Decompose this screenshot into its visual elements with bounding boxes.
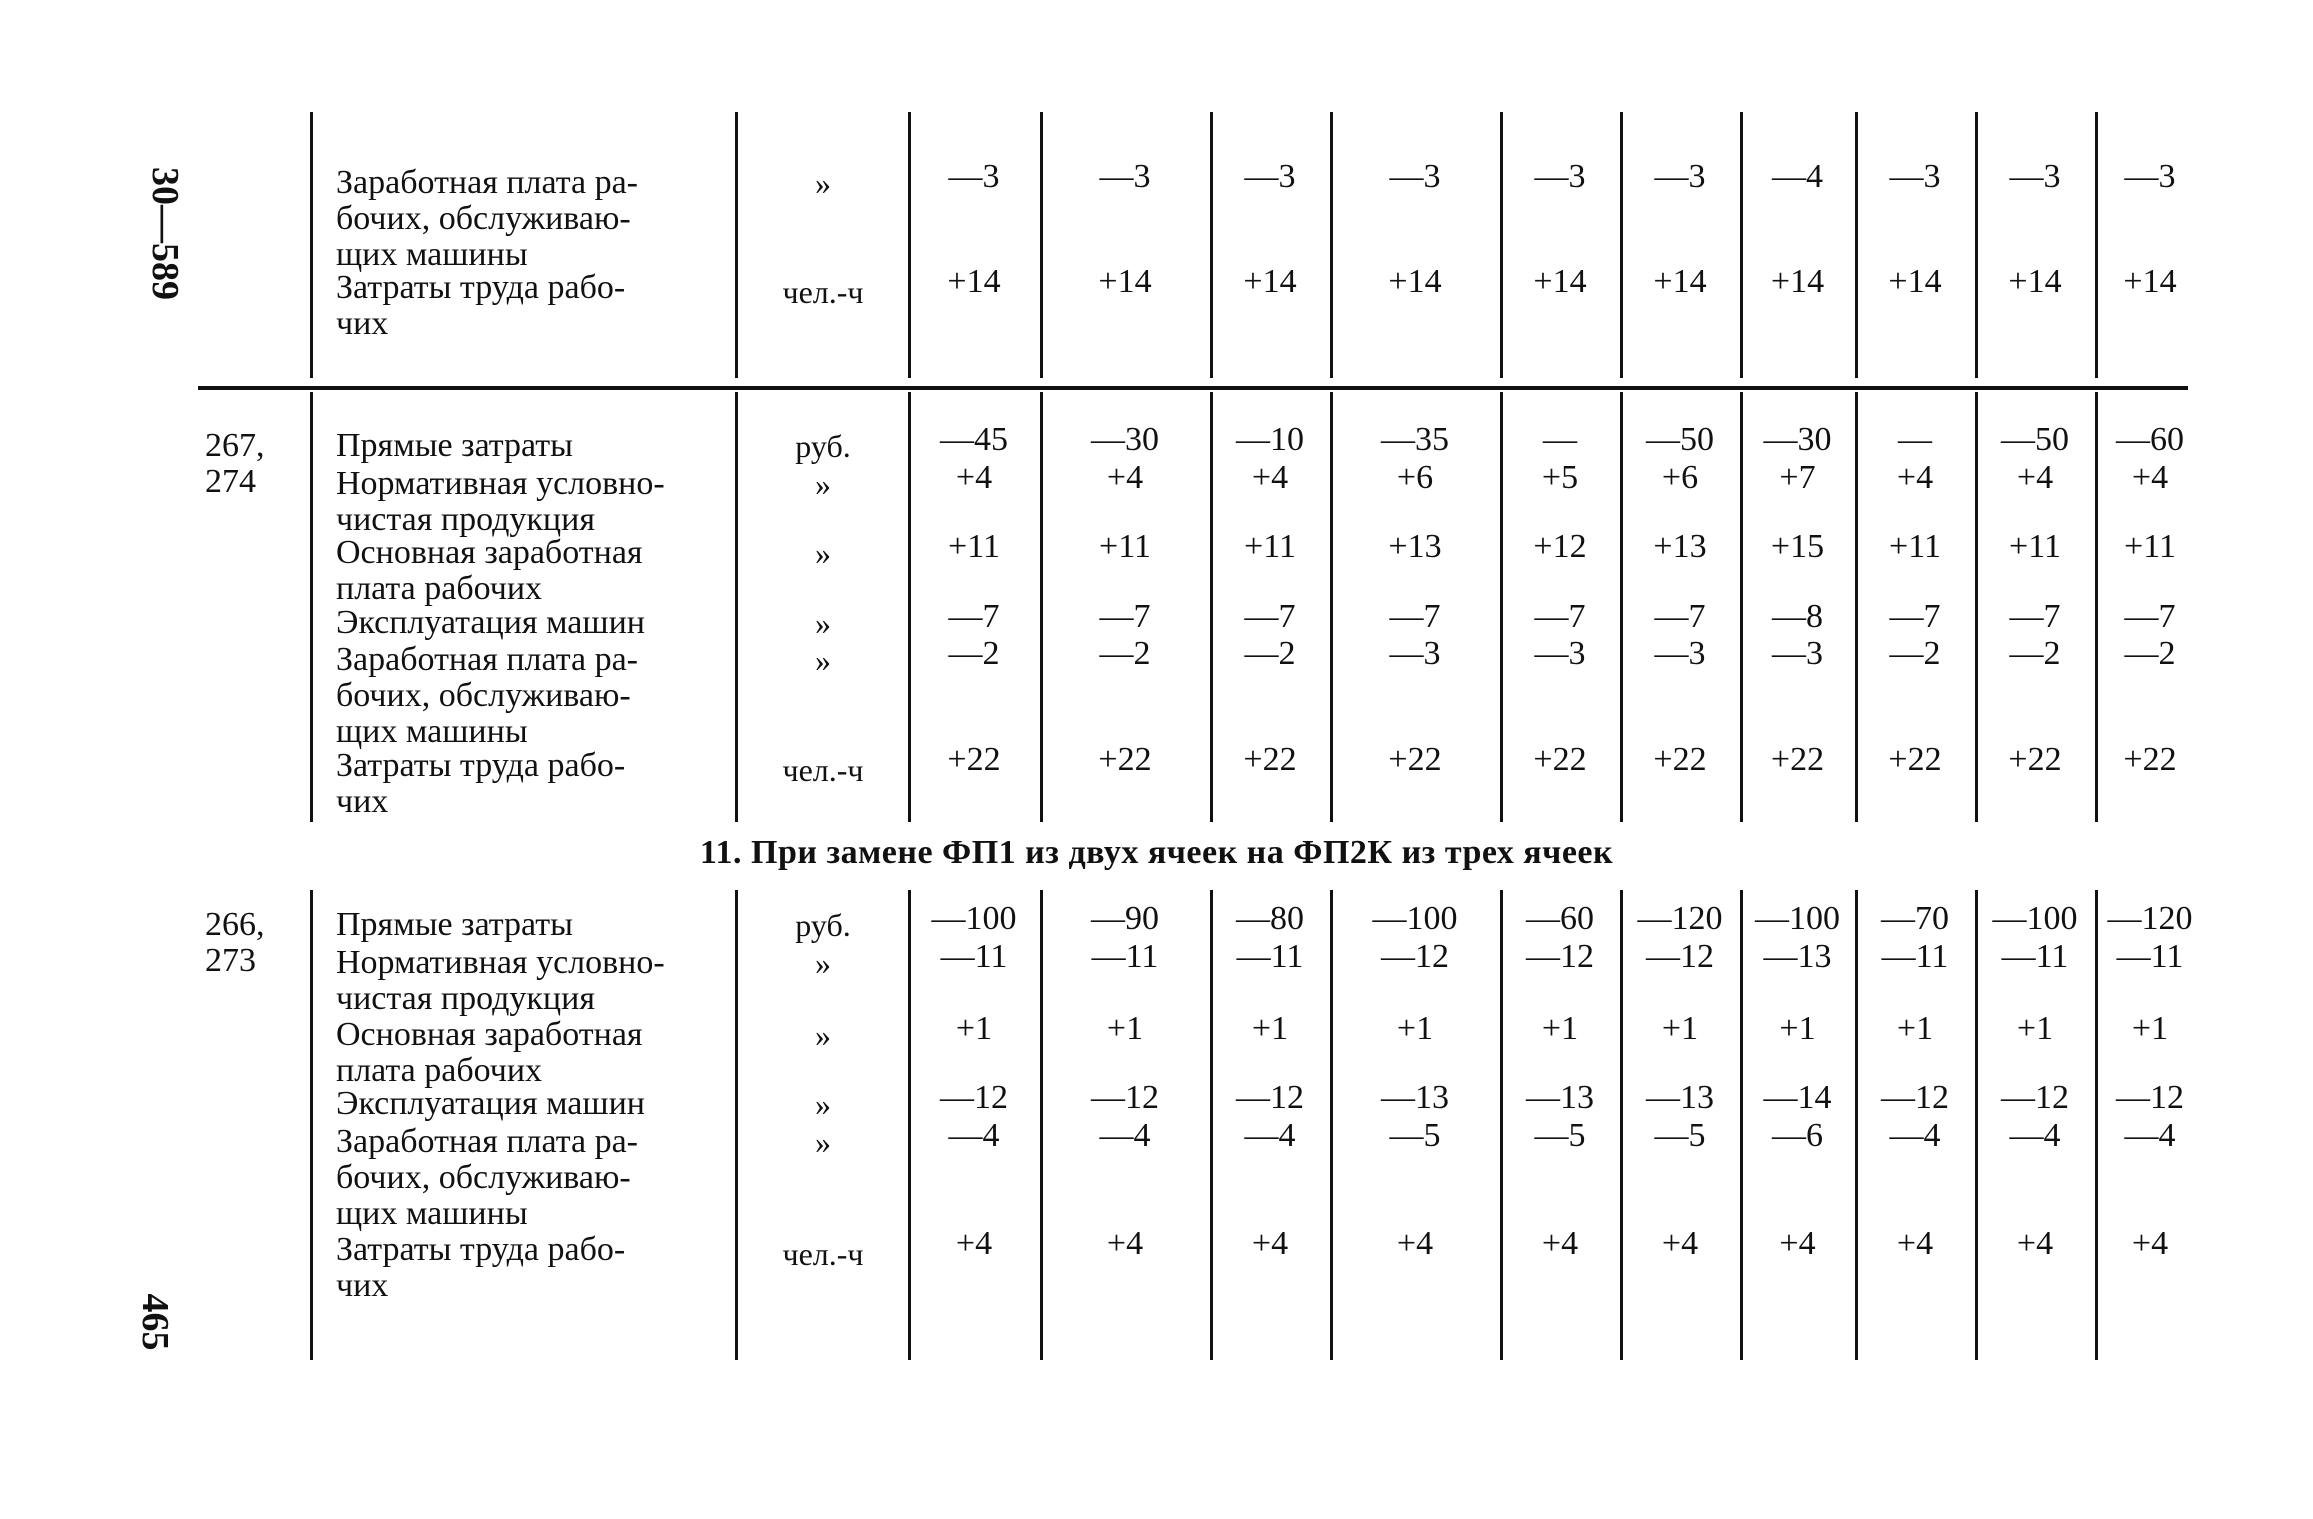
table-cell-value: +11 [1889, 528, 1941, 565]
table-cell-value: —2 [1889, 635, 1941, 672]
table-cell-value: +13 [1653, 528, 1707, 565]
row-label-line: чистая продукция [336, 980, 595, 1017]
table-cell-value: +22 [1653, 741, 1707, 778]
table-cell-value: +14 [1770, 263, 1825, 300]
row-label-line: Затраты труда рабо- [336, 269, 626, 306]
row-unit: чел.-ч [782, 274, 864, 310]
table-cell-value: —7 [1889, 598, 1941, 635]
column-rule [2095, 112, 2098, 378]
table-cell-value: +14 [2008, 263, 2062, 300]
row-label-line: чих [336, 1267, 389, 1304]
row-label-line: чистая продукция [336, 501, 595, 538]
table-cell-value: —13 [1646, 1079, 1714, 1116]
row-label-line: Заработная плата ра- [336, 164, 638, 201]
table-cell-value: +1 [1251, 1010, 1289, 1047]
table-cell-value: +11 [2009, 528, 2061, 565]
column-rule [908, 890, 911, 1360]
block-reference: 266, 273 [205, 906, 265, 979]
table-cell-value: +4 [955, 459, 993, 496]
table-cell-value: +14 [1888, 263, 1942, 300]
row-label-line: щих машины [336, 713, 528, 750]
row-label-line: щих машины [336, 236, 528, 273]
row-label-line: бочих, обслуживаю- [336, 200, 631, 237]
table-cell-value: —10 [1236, 421, 1304, 458]
table-cell-value: —60 [1526, 900, 1594, 937]
table-cell-value: — [1898, 421, 1932, 458]
table-cell-value: —3 [1889, 158, 1941, 195]
row-unit: » [815, 1124, 831, 1160]
row-label-line: плата рабочих [336, 1052, 543, 1089]
table-cell-value: —4 [1099, 1117, 1151, 1154]
row-label-line: бочих, обслуживаю- [336, 1159, 631, 1196]
row-label-line: чих [336, 783, 389, 820]
table-cell-value: —50 [1646, 421, 1714, 458]
table-cell-value: —12 [1236, 1079, 1304, 1116]
table-cell-value: —80 [1236, 900, 1304, 937]
column-rule [310, 890, 313, 1360]
column-rule [735, 112, 738, 378]
row-label-line: щих машины [336, 1195, 528, 1232]
table-cell-value: —7 [2009, 598, 2061, 635]
table-cell-value: —90 [1091, 900, 1159, 937]
table-cell-value: —11 [1091, 938, 1159, 975]
column-rule [310, 112, 313, 378]
row-label-line: Основная заработная [336, 1016, 643, 1053]
table-cell-value: —3 [1654, 158, 1706, 195]
table-cell-value: +11 [1099, 528, 1151, 565]
table-cell-value: +4 [2131, 459, 2169, 496]
table-cell-value: —7 [1654, 598, 1706, 635]
column-rule [1855, 112, 1858, 378]
table-cell-value: —50 [2001, 421, 2069, 458]
table-cell-value: +1 [2016, 1010, 2054, 1047]
table-cell-value: —60 [2116, 421, 2184, 458]
table-cell-value: —12 [940, 1079, 1008, 1116]
table-cell-value: +4 [1541, 1225, 1579, 1262]
table-cell-value: +11 [948, 528, 1000, 565]
table-cell-value: —12 [1881, 1079, 1949, 1116]
table-cell-value: —11 [2116, 938, 2184, 975]
table-cell-value: +12 [1533, 528, 1587, 565]
table-cell-value: +6 [1661, 459, 1699, 496]
table-cell-value: —14 [1763, 1079, 1832, 1116]
table-cell-value: —12 [1381, 938, 1449, 975]
row-unit: чел.-ч [782, 1236, 864, 1272]
table-cell-value: —3 [1244, 158, 1296, 195]
table-cell-value: —100 [931, 900, 1017, 937]
table-cell-value: +22 [947, 741, 1001, 778]
table-cell-value: —2 [2009, 635, 2061, 672]
row-label-line: Основная заработная [336, 534, 643, 571]
table-cell-value: —3 [1534, 635, 1586, 672]
table-cell-value: +4 [1106, 1225, 1144, 1262]
block-reference: 267, 274 [205, 427, 265, 500]
row-unit: » [815, 605, 831, 641]
table-cell-value: +14 [1388, 263, 1442, 300]
column-rule [1500, 112, 1503, 378]
table-cell-value: +4 [1251, 459, 1289, 496]
table-cell-value: —70 [1881, 900, 1949, 937]
table-cell-value: —100 [1992, 900, 2078, 937]
table-cell-value: — [1543, 421, 1577, 458]
table-cell-value: —2 [1244, 635, 1296, 672]
row-label-line: Эксплуатация машин [336, 1085, 645, 1122]
table-cell-value: +1 [1779, 1010, 1816, 1047]
table-cell-value: —4 [2124, 1117, 2176, 1154]
column-rule [908, 112, 911, 378]
row-unit: » [815, 642, 831, 678]
table-cell-value: +22 [1888, 741, 1942, 778]
table-cell-value: —45 [940, 421, 1008, 458]
table-cell-value: —100 [1755, 900, 1840, 937]
page-number: 465 [134, 1293, 176, 1351]
table-cell-value: +4 [1106, 459, 1144, 496]
table-cell-value: +14 [947, 263, 1001, 300]
column-rule [1740, 112, 1743, 378]
table-cell-value: —12 [1646, 938, 1714, 975]
column-rule [1975, 112, 1978, 378]
page-side-mark-top: 30—589 [144, 167, 186, 300]
table-cell-value: —6 [1772, 1117, 1823, 1154]
table-cell-value: +22 [2123, 741, 2177, 778]
row-unit: руб. [795, 428, 851, 464]
row-label-line: Заработная плата ра- [336, 1123, 638, 1160]
table-cell-value: —3 [1389, 635, 1441, 672]
table-cell-value: +1 [1661, 1010, 1699, 1047]
column-rule [1330, 890, 1333, 1360]
row-label-line: плата рабочих [336, 570, 543, 607]
column-rule [1620, 112, 1623, 378]
table-cell-value: +4 [1896, 459, 1934, 496]
table-cell-value: +4 [2016, 1225, 2054, 1262]
table-cell-value: —12 [1091, 1079, 1159, 1116]
table-cell-value: +22 [1098, 741, 1152, 778]
table-cell-value: —120 [2107, 900, 2193, 937]
column-rule [1040, 890, 1043, 1360]
table-cell-value: +22 [1533, 741, 1587, 778]
row-unit: » [815, 535, 831, 571]
table-cell-value: —12 [1526, 938, 1594, 975]
row-label-line: Эксплуатация машин [336, 604, 645, 641]
table-cell-value: —7 [1099, 598, 1151, 635]
table-cell-value: —3 [2009, 158, 2061, 195]
table-cell-value: +14 [2123, 263, 2177, 300]
table-cell-value: —3 [1534, 158, 1586, 195]
table-cell-value: +14 [1098, 263, 1152, 300]
table-cell-value: +22 [1770, 741, 1825, 778]
table-cell-value: —7 [1534, 598, 1586, 635]
table-cell-value: —120 [1637, 900, 1723, 937]
table-cell-value: +14 [1533, 263, 1587, 300]
table-cell-value: —4 [1244, 1117, 1296, 1154]
table-cell-value: —8 [1772, 598, 1823, 635]
table-cell-value: —5 [1534, 1117, 1586, 1154]
table-cell-value: +4 [2016, 459, 2054, 496]
table-cell-value: —7 [948, 598, 1000, 635]
column-rule [1210, 112, 1213, 378]
table-cell-value: +1 [1106, 1010, 1144, 1047]
table-cell-value: —11 [1236, 938, 1304, 975]
table-cell-value: —30 [1091, 421, 1159, 458]
table-cell-value: +1 [1396, 1010, 1434, 1047]
row-unit: » [815, 1086, 831, 1122]
table-cell-value: —4 [948, 1117, 1000, 1154]
table-cell-value: —3 [1654, 635, 1706, 672]
table-cell-value: —4 [1772, 158, 1823, 195]
table-cell-value: +1 [2131, 1010, 2169, 1047]
table-cell-value: +4 [1779, 1225, 1816, 1262]
column-rule [1330, 392, 1333, 822]
row-unit: » [815, 945, 831, 981]
column-rule [1330, 112, 1333, 378]
table-cell-value: +15 [1770, 528, 1825, 565]
table-cell-value: —3 [1772, 635, 1823, 672]
table-cell-value: —5 [1654, 1117, 1706, 1154]
table-cell-value: —2 [2124, 635, 2176, 672]
row-label-line: Нормативная условно- [336, 944, 665, 981]
table-cell-value: —3 [2124, 158, 2176, 195]
row-label-line: Затраты труда рабо- [336, 1231, 626, 1268]
column-rule [908, 392, 911, 822]
table-cell-value: —13 [1526, 1079, 1594, 1116]
table-cell-value: +14 [1653, 263, 1707, 300]
row-label-line: бочих, обслуживаю- [336, 677, 631, 714]
row-unit: » [815, 165, 831, 201]
table-cell-value: +4 [1661, 1225, 1699, 1262]
table-cell-value: —7 [2124, 598, 2176, 635]
table-cell-value: —4 [1889, 1117, 1941, 1154]
table-cell-value: —13 [1763, 938, 1832, 975]
table-cell-value: +22 [1243, 741, 1297, 778]
column-rule [1040, 392, 1043, 822]
row-unit: » [815, 466, 831, 502]
table-cell-value: +11 [2124, 528, 2176, 565]
table-cell-value: +13 [1388, 528, 1442, 565]
row-label-line: Заработная плата ра- [336, 641, 638, 678]
table-cell-value: +14 [1243, 263, 1297, 300]
table-cell-value: —2 [1099, 635, 1151, 672]
table-cell-value: —13 [1381, 1079, 1449, 1116]
table-cell-value: —11 [1881, 938, 1949, 975]
table-cell-value: —100 [1372, 900, 1458, 937]
row-unit: чел.-ч [782, 752, 864, 788]
table-cell-value: —3 [1099, 158, 1151, 195]
table-cell-value: —30 [1763, 421, 1832, 458]
row-label-line: чих [336, 305, 389, 342]
table-cell-value: —35 [1381, 421, 1449, 458]
row-unit: » [815, 1017, 831, 1053]
table-cell-value: +4 [1251, 1225, 1289, 1262]
row-label-line: Прямые затраты [336, 427, 573, 464]
column-rule [310, 392, 313, 822]
table-cell-value: +1 [955, 1010, 993, 1047]
table-cell-value: +4 [955, 1225, 993, 1262]
table-cell-value: +1 [1896, 1010, 1934, 1047]
table-cell-value: +7 [1779, 459, 1816, 496]
table-cell-value: —2 [948, 635, 1000, 672]
table-cell-value: +4 [1396, 1225, 1434, 1262]
table-cell-value: +22 [2008, 741, 2062, 778]
table-cell-value: —5 [1389, 1117, 1441, 1154]
table-cell-value: +4 [1896, 1225, 1934, 1262]
column-rule [1040, 112, 1043, 378]
table-cell-value: +22 [1388, 741, 1442, 778]
row-label-line: Затраты труда рабо- [336, 747, 626, 784]
table-cell-value: —7 [1244, 598, 1296, 635]
table-cell-value: +1 [1541, 1010, 1579, 1047]
table-cell-value: —3 [948, 158, 1000, 195]
row-label-line: Прямые затраты [336, 906, 573, 943]
table-cell-value: —11 [940, 938, 1008, 975]
table-cell-value: +4 [2131, 1225, 2169, 1262]
row-label-line: Нормативная условно- [336, 465, 665, 502]
table-cell-value: +6 [1396, 459, 1434, 496]
table-cell-value: —4 [2009, 1117, 2061, 1154]
table-cell-value: +11 [1244, 528, 1296, 565]
table-cell-value: —12 [2116, 1079, 2184, 1116]
table-cell-value: —11 [2001, 938, 2069, 975]
table-cell-value: —12 [2001, 1079, 2069, 1116]
row-separator [198, 386, 2188, 390]
row-unit: руб. [795, 907, 851, 943]
table-cell-value: —7 [1389, 598, 1441, 635]
section-title: 11. При замене ФП1 из двух ячеек на ФП2К из трех ячеек [699, 834, 1614, 871]
table-cell-value: +5 [1541, 459, 1579, 496]
table-cell-value: —3 [1389, 158, 1441, 195]
